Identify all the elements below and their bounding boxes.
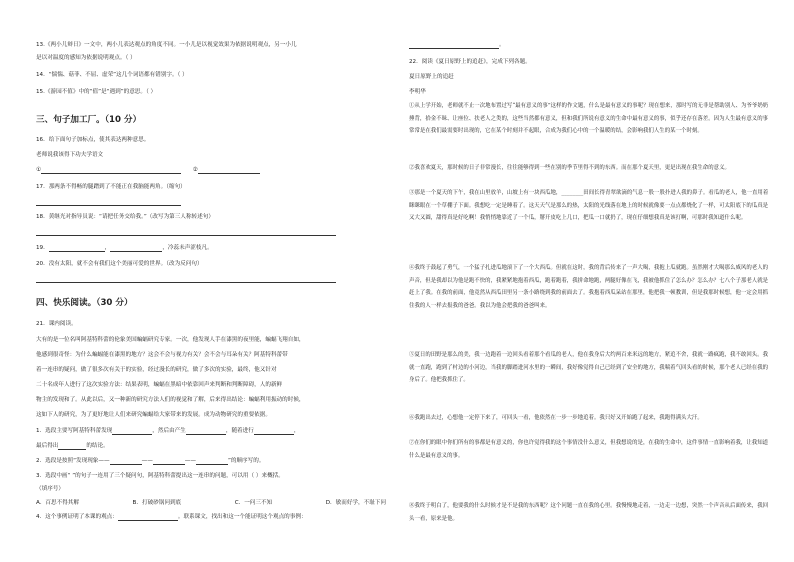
question-20-answer [36, 275, 336, 283]
question-2-dash-2: —— [184, 458, 196, 464]
question-18: 18．黄继光对指导员说：“请把任务交给我。”（改写为第三人称转述句） [36, 214, 214, 220]
answer-blank-21[interactable] [409, 42, 499, 49]
answer-blank-19b[interactable] [110, 245, 162, 252]
passage-para-5: ⑤夏日的田野是那么的美，我一边跑着一边回头看着那个看瓜的老人，他在我身后大约两百来米远的地方，紧追不舍，我就一路疯跑，我不敢回头。我就一直跑，跑到了村边的小河边，当我的脚踏进河水里的一瞬间，我好像觉得自己已经到了安全的地方，我喘着气回头看的时候，那个老人已经在我的身后了。他把我抓住了。 [409, 352, 769, 383]
section-4-heading: 四、快乐阅读。（30 分） [36, 298, 133, 308]
question-16: 16．给下面句子加标点，使其表达两种意思。 [36, 137, 150, 143]
question-16-answers [36, 166, 260, 174]
question-1 [36, 427, 299, 435]
option-b[interactable]: B．打破砂锅问到底 [132, 500, 182, 506]
passage-line-2: 他感到很奇怪：为什么蝙蝠能在漆黑的地方？这会不会与视力有关？会不会与耳朵有关？阿基特科蕾带 [36, 352, 288, 358]
passage-line-6: 这如下人的研究，为了更好地让人们来研究蝙蝠给大家带来的发展。成为动物研究的重要依据。 [36, 412, 271, 418]
answer-blank-q1b[interactable] [186, 428, 226, 435]
question-19 [36, 244, 213, 252]
question-4-text-b: 。联系课文，找出和这一个能证明这个观点的事例： [177, 514, 307, 520]
answer-blank-q2a[interactable] [110, 458, 142, 465]
question-19-number: 19． [36, 245, 49, 251]
question-21-answer-end [409, 41, 505, 49]
question-17-answer [36, 198, 181, 206]
question-17: 17．那两条不得畅的腿蹭到了不能正在我脑能两角。（缩句） [36, 184, 186, 190]
answer-blank-20[interactable] [36, 276, 336, 283]
question-13-cont: 是以对温度的感知为依据说明观点。（ ） [36, 55, 136, 61]
passage-title: 夏日原野上的追赶 [409, 74, 454, 80]
question-13: 13.《两小儿辩日》一文中，两小儿表达观点的角度不同。一小儿是以视觉效果为依据说明观点，另一小儿 [36, 42, 297, 48]
answer-blank-q2b[interactable] [153, 458, 185, 465]
question-18-answer [36, 228, 336, 236]
answer-blank-q4[interactable] [118, 514, 178, 521]
passage-line-5: 物主的发现和了。从此以后，又一种新的研究方法人们的视觉和了解，后来得出结论：蝙蝠利用振动的时候， [36, 397, 305, 403]
answer-blank-17[interactable] [36, 199, 181, 206]
question-14: 14．“惴惴、菇菲、不屈、虚荣”这几个词语都有错别字。（ ） [36, 72, 188, 78]
answer-blank-q2c[interactable] [196, 458, 228, 465]
passage-line-1: 大有的是一位名叫阿基特科蕾的伦象美国蝙蝠研究专家。一次，他发现人手在漆黑的夜里能，蝙蝠飞翔自如， [36, 337, 305, 343]
passage-para-8: ⑧我终于明白了，他要我的什么时候才是不是我的东西呢？这个问题一直在我的心里。我慢慢地走着，一边走一边想，突然一个声音从后面传来，我回头一看，原来是他。 [409, 503, 769, 522]
answer-blank-q1e[interactable] [58, 443, 86, 450]
answer-blank-18[interactable] [36, 229, 336, 236]
question-22: 22．阅读《夏日原野上的追赶》，完成下列各题。 [409, 59, 531, 65]
passage-para-4: ④我终于鼓起了勇气，一个猛子扎进瓜地滚下了一个大西瓜。但就在这时，我的背后传来了一声大喝，我抱上瓜就跑。虽然刚才大喝那么威风的老人的声音，但是我却以为他是跑不快的，我紧紧地抱着西瓜，跑着跑着，我拼命地跑，两腿好像在飞，我被他抓住了怎么办？怎么办？七八个子那老人就是赶上了我。在我的前面，他竟然从西瓜田里另一条小路绕到我的前面去了。我抱着西瓜呆站在那里，他把我一顿教训，但是我那时候想，他一定会用抓住我的人一样去报我的爸爸。我以为他会把我的爸爸叫来。 [409, 265, 769, 309]
answer-blank-2[interactable] [198, 167, 260, 174]
question-20: 20．没有太阳，就不会有我们这个美丽可爱的世界。（改为反问句） [36, 261, 203, 267]
passage-para-6: ⑥我跑出去过，心想他一定停下来了，可回头一看，他依然在一步一步地追着。我只好又开始跑了起来，我跑得满头大汗。 [409, 415, 703, 421]
question-19-text: ，冷蕊未声涩枝凡。 [162, 245, 213, 251]
question-3-options [36, 499, 386, 507]
passage-para-2: ②我喜欢夏天，那时候的日子非常漫长，往往能够得到一些在别的季节里得不到的东西。而在那个夏天里，更是出现在我生命的意义。 [409, 165, 730, 171]
question-4 [36, 513, 307, 521]
answer-blank-19a[interactable] [49, 245, 105, 252]
question-2 [36, 457, 264, 465]
question-1-text: 1．选段主要写阿基特科蕾发现 [36, 428, 113, 434]
passage-para-7: ⑦在你们的眼中你们所有的事都是有意义的，你也许觉得我的这个事情没什么意义，但我想说的是，在我的生命中，这件事情一直影响着我，让我知道什么是最有意义的事。 [409, 440, 769, 459]
question-19-comma: ， [104, 245, 111, 251]
answer-blank-q1c[interactable] [254, 428, 294, 435]
passage-line-3: 着一连串的疑问，做了很多次有关于的实验，经过漫长的研究，做了多次的实验，最终，他又针对 [36, 367, 277, 373]
question-15: 15.《游园不值》中的“值”是“遇到”的意思。（ ） [36, 89, 157, 95]
passage-para-3: ③那是一个夏天的下午，我在山里放羊，山坡上有一块西瓜地，________田间长得青翠欲滴的气息一股一股扑进人我的鼻子。看瓜的老人，他一直用着眯眯眼在一个草棚子下面。我想吃一定是睡着了。这天天气是那么的热，太阳的光线落在地上的时候就像要一点点都烧化了一样，可太阳底下的瓜真是又大又圆，甜得真是好吃啊！我悄悄地靠近了一个瓜，掰开皮吃上几口，把瓜一口就扔了，现在仔细想我真是该打啊，可那时我知道什么呢。 [409, 190, 769, 221]
section-3-heading: 三、句子加工厂。（10 分） [36, 115, 142, 125]
question-1-text-d: ， [293, 428, 300, 434]
question-2-text-end: ”的顺序写的。 [227, 458, 265, 464]
question-2-text: 2．选段是按照“发现现象—— [36, 458, 110, 464]
question-3: 3．选段中画“ ”的句子一连用了三个疑问句，阿基特科蕾提出这一连串的问题，可以用（ ）来概括。 [36, 473, 284, 479]
answer-marker-2: ② [192, 167, 198, 173]
question-1-cont [36, 442, 109, 450]
question-4-text: 4．这个事例证明了本课的观点： [36, 514, 118, 520]
question-16-sentence: 老师说我该得下功夫学语文 [36, 152, 104, 158]
answer-blank-q1a[interactable] [112, 428, 152, 435]
option-c[interactable]: C．一问三不知 [234, 500, 273, 506]
passage-line-4: 二十名成年人进行了这次实验方法：结果表明，蝙蝠在黑暗中依靠回声来判断和判断障碍，人的新鲜 [36, 382, 283, 388]
question-1-text-b: ，然后由产生 [152, 428, 186, 434]
passage-para-1: ①从上学开始，老师就不止一次地布置过写“最有意义的事”这样的作文题，什么是最有意义的事呢？现在想来，那时写的无非是帮助别人、为爷爷奶奶捶背，拾金不昧、让座位、扶老人之类的，这些当然都有意义，但和我们所说有意义的生命中最有意义的事，似乎还存在落差。因为人生最有意义的事常常是在我们最需要时出现的，它在某个时刻并不起眼，合成为我们心中的一个温暖的结，会影响我们人生的某一个时刻。 [409, 103, 769, 134]
option-a[interactable]: A．百思不得其解 [36, 500, 79, 506]
answer-blank-1[interactable] [41, 167, 181, 174]
question-1-text-c: ，随着进行 [225, 428, 254, 434]
answer-marker-1: ① [36, 167, 42, 173]
question-3-note: （填序号） [36, 486, 64, 492]
question-1-text-f: 的结论。 [86, 443, 109, 449]
option-d[interactable]: D．敏而好学，不耻下问 [325, 500, 386, 506]
question-2-dash-1: —— [141, 458, 153, 464]
question-1-text-e: 最后得出 [36, 443, 59, 449]
question-21-period: 。 [499, 42, 505, 48]
question-21: 21．课内阅读。 [36, 321, 77, 327]
passage-author: 李明华 [409, 89, 426, 95]
